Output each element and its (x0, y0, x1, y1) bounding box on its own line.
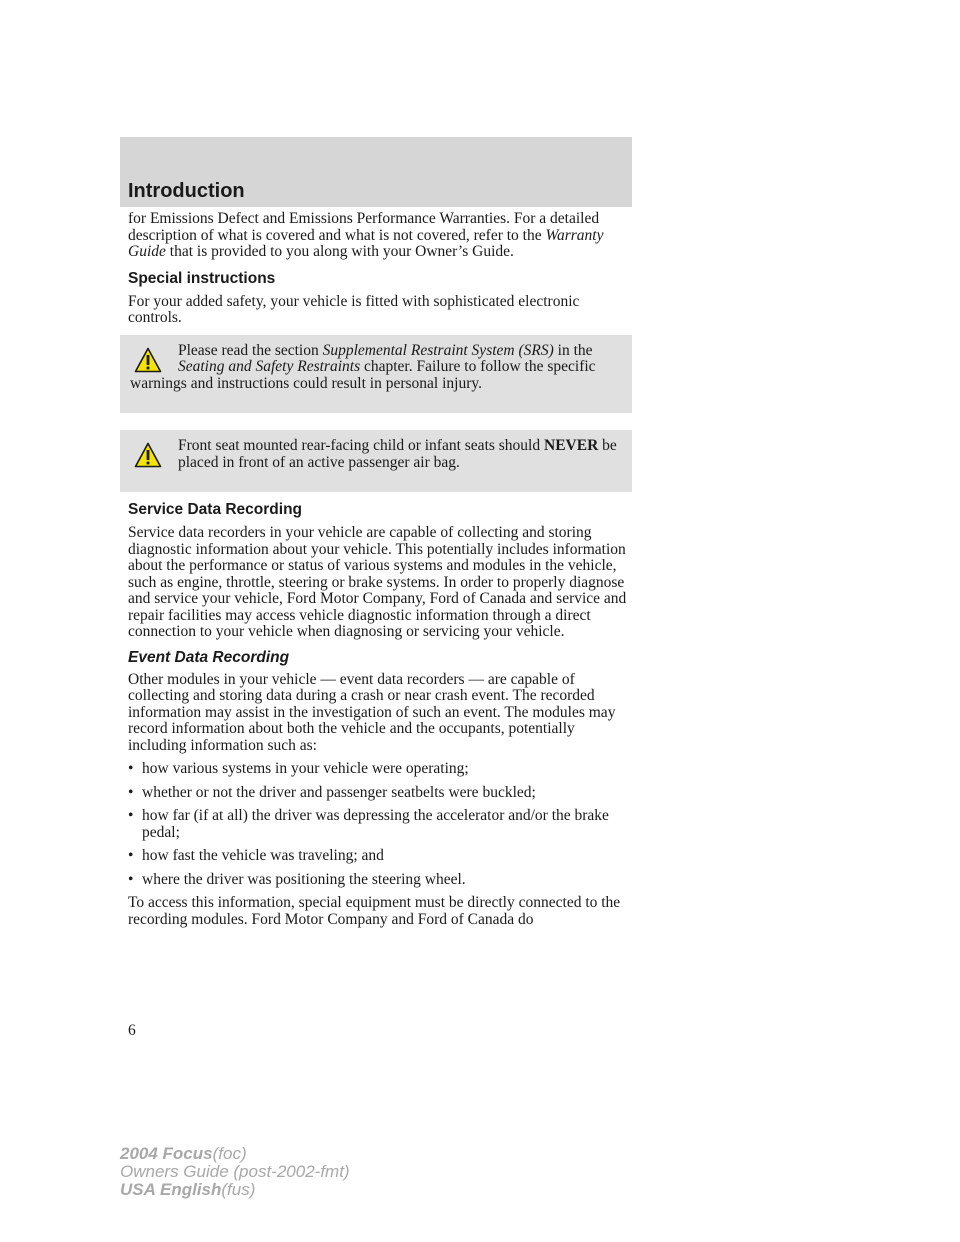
special-instructions-paragraph: For your added safety, your vehicle is fitted with sophisticated electronic controls. (128, 292, 580, 326)
bullet-icon: • (128, 760, 134, 777)
seating-chapter-reference: Seating and Safety Restraints (178, 358, 361, 375)
never-emphasis: NEVER (544, 437, 599, 454)
warning-triangle-icon (134, 442, 162, 468)
event-data-paragraph: Other modules in your vehicle — event data recorders — are capable of collecting and storing data during a crash or near crash event. The recorded information may assist in the investigation of such an event. The modules may record information about both the vehicle and the occupants, potentially including information such as: (128, 670, 616, 754)
service-data-heading: Service Data Recording (128, 501, 303, 518)
bullet-icon: • (128, 847, 134, 864)
srs-section-reference: Supplemental Restraint System (SRS) (322, 341, 554, 359)
event-data-list (128, 761, 634, 888)
list-item: • how various systems in your vehicle were operating; (128, 760, 469, 777)
intro-paragraph: for Emissions Defect and Emissions Performance Warranties. For a detailed description of what is covered and what is not covered, refer to the Warranty Guide that is provided to you along with your Owner’s Guide. (128, 210, 604, 260)
bullet-icon: • (128, 807, 134, 824)
footer-language-line: USA English(fus) (120, 1180, 256, 1199)
event-data-closing-paragraph: To access this information, special equipment must be directly connected to the recording modules. Ford Motor Company and Ford of Canada do (128, 894, 621, 928)
warning-box-srs (120, 335, 632, 414)
service-data-paragraph: Service data recorders in your vehicle are capable of collecting and storing diagnostic information about your vehicle. This potentially includes information about the performance or status of various systems and modules in the vehicle, such as engine, throttle, steering or brake systems. In order to properly diagnose and service your vehicle, Ford Motor Company, Ford of Canada and service and repair facilities may access vehicle diagnostic information through a direct connection to your vehicle when diagnosing or servicing your vehicle. (128, 524, 627, 640)
bullet-icon: • (128, 783, 134, 801)
event-data-heading: Event Data Recording (128, 648, 290, 666)
page-number: 6 (128, 1022, 136, 1039)
special-instructions-heading: Special instructions (128, 269, 276, 287)
bullet-icon: • (128, 870, 134, 888)
list-item: • whether or not the driver and passenger seatbelts were buckled; (128, 783, 536, 801)
warning-text-srs: Please read the section Supplemental Restraint System (SRS) in the Seating and Safety Restraints chapter. Failure to follow the specific warnings and instructions could result in personal injury. (130, 341, 596, 392)
section-title: Introduction (128, 180, 245, 202)
list-item: • how fast the vehicle was traveling; and (128, 847, 384, 864)
list-item: • where the driver was positioning the steering wheel. (128, 870, 466, 888)
list-item: • how far (if at all) the driver was depressing the accelerator and/or the brake pedal; (128, 807, 609, 841)
section-header-band (120, 137, 632, 207)
warning-box-child-seat (120, 430, 632, 492)
document-footer (120, 1145, 350, 1199)
footer-model-line: 2004 Focus(foc) (120, 1144, 247, 1163)
warranty-guide-reference: Warranty Guide (128, 226, 604, 260)
page-content (128, 211, 634, 935)
warning-text-child-seat: Front seat mounted rear-facing child or infant seats should NEVER be placed in front of an active passenger air bag. (178, 437, 617, 471)
footer-guide-line: Owners Guide (post-2002-fmt) (120, 1162, 350, 1181)
warning-triangle-icon (134, 347, 162, 373)
